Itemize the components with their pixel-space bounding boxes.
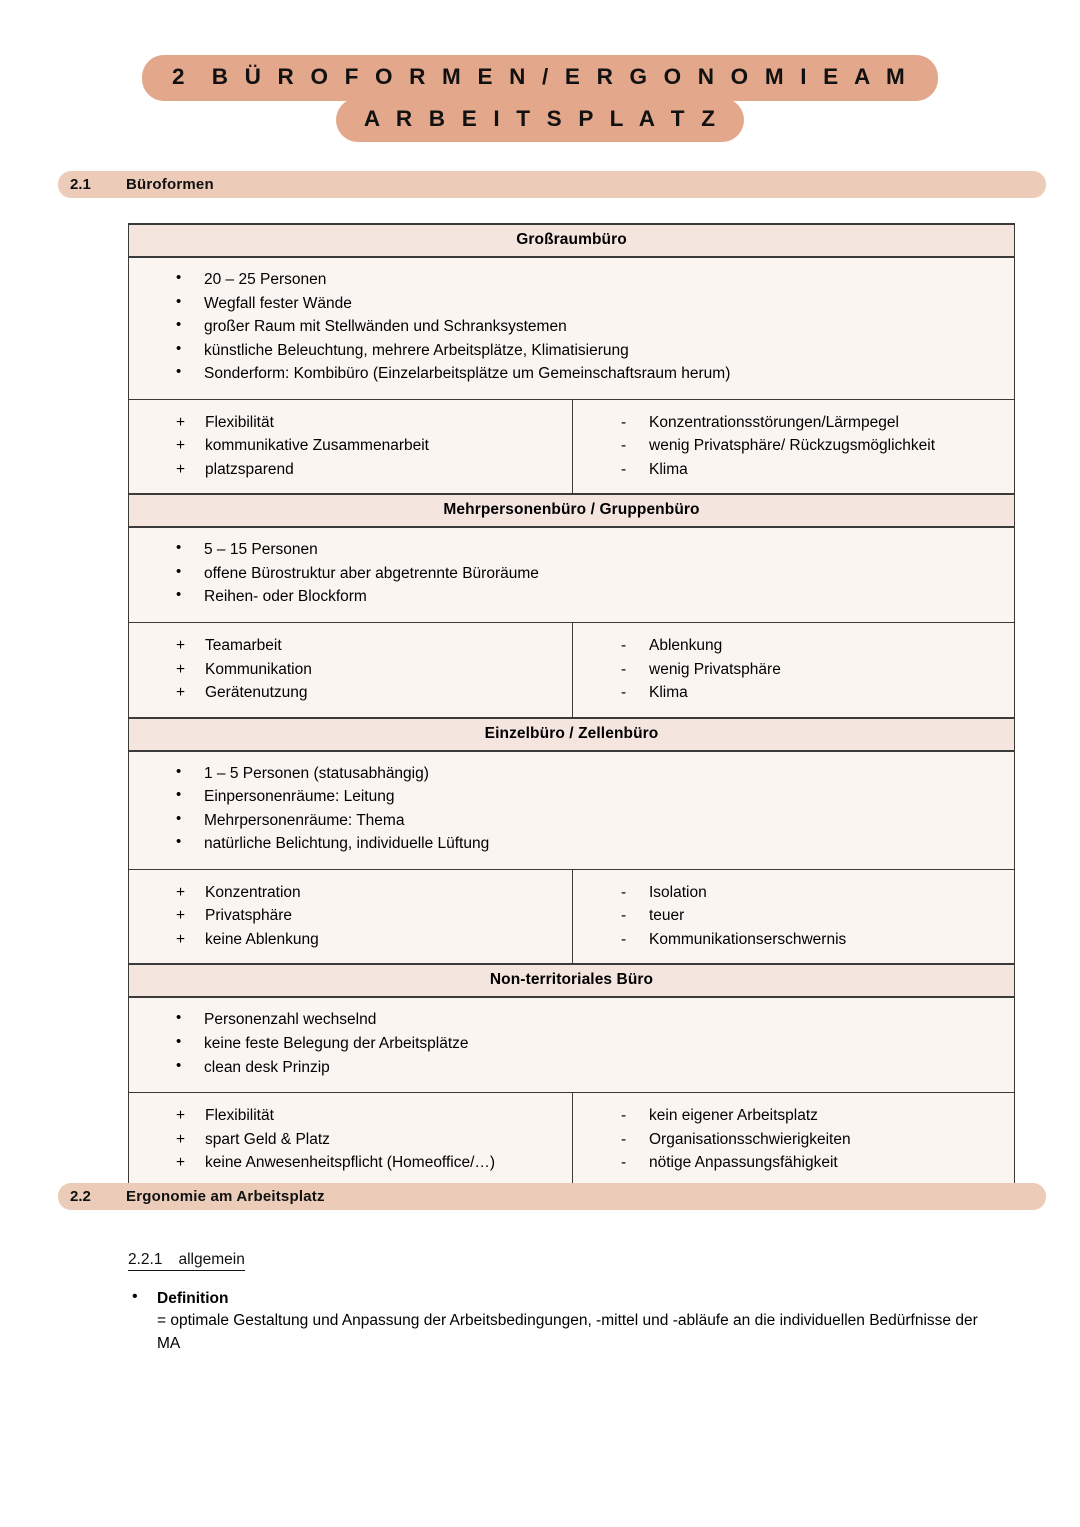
advantage-item [129, 434, 572, 458]
disadvantage-item [573, 1128, 1014, 1152]
office-type-heading: Großraumbüro [129, 224, 1015, 257]
advantage-label: keine Anwesenheitspflicht (Homeoffice/…) [205, 1154, 496, 1172]
office-type-heading-row [129, 224, 1015, 257]
disadvantage-item [573, 681, 1014, 705]
disadvantage-label: Ablenkung [649, 637, 723, 655]
disadvantage-label: wenig Privatsphäre [649, 660, 781, 678]
minus-sign-icon: - [621, 413, 627, 431]
definition-bullet-item [128, 1290, 998, 1356]
title-pill-line-2: A R B E I T S P L A T Z [336, 98, 744, 143]
disadvantages-list [573, 411, 1014, 482]
advantage-item [129, 681, 572, 705]
facts-list [129, 268, 1014, 386]
office-type-facts-row [129, 751, 1015, 870]
minus-sign-icon: - [621, 460, 627, 478]
fact-item: • 5 – 15 Personen [129, 538, 1014, 562]
minus-sign-icon: - [621, 437, 627, 455]
disadvantage-item [573, 411, 1014, 435]
advantage-label: kommunikative Zusammenarbeit [205, 437, 429, 455]
plus-sign-icon: + [176, 1107, 186, 1125]
office-type-heading: Non-territoriales Büro [129, 964, 1015, 997]
title-line-1-wrap [0, 55, 1080, 101]
fact-item: • keine feste Belegung der Arbeitsplätze [129, 1032, 1014, 1056]
plus-sign-icon: + [176, 684, 186, 702]
section-2-2-number: 2.2 [70, 1188, 91, 1205]
disadvantage-item [573, 634, 1014, 658]
advantage-item [129, 881, 572, 905]
subsection-heading-2-2-1 [128, 1251, 245, 1271]
document-title [0, 0, 1080, 142]
plus-sign-icon: + [176, 460, 186, 478]
title-pill-line-1 [142, 55, 938, 101]
disadvantage-item [573, 904, 1014, 928]
advantage-label: Flexibilität [205, 1107, 274, 1125]
title-chapter-number: 2 [172, 64, 190, 89]
plus-sign-icon: + [176, 883, 186, 901]
fact-item: • Mehrpersonenräume: Thema [129, 809, 1014, 833]
fact-item: • Personenzahl wechselnd [129, 1008, 1014, 1032]
fact-item: • künstliche Beleuchtung, mehrere Arbeitsplätze, Klimatisierung [129, 339, 1014, 363]
advantage-item [129, 928, 572, 952]
title-chapter-text: B Ü R O F O R M E N / E R G O N O M I E A M [211, 64, 910, 89]
section-2-2-label: Ergonomie am Arbeitsplatz [126, 1188, 325, 1205]
section-heading-2-2 [58, 1183, 1046, 1210]
disadvantage-label: Klima [649, 684, 688, 702]
office-type-proscons-row [129, 869, 1015, 964]
plus-sign-icon: + [176, 1130, 186, 1148]
subsection-2-2-1-label: allgemein [178, 1251, 245, 1268]
disadvantage-label: Kommunikationserschwernis [649, 930, 847, 948]
disadvantages-list [573, 634, 1014, 705]
disadvantage-item [573, 1104, 1014, 1128]
facts-list [129, 538, 1014, 609]
disadvantage-label: Isolation [649, 883, 707, 901]
office-type-facts-row [129, 997, 1015, 1092]
title-line-2-wrap [0, 101, 1080, 143]
advantage-item [129, 1104, 572, 1128]
disadvantages-list [573, 881, 1014, 952]
fact-item: • offene Bürostruktur aber abgetrennte Büroräume [129, 562, 1014, 586]
fact-item: • 20 – 25 Personen [129, 268, 1014, 292]
plus-sign-icon: + [176, 437, 186, 455]
advantage-label: Konzentration [205, 883, 301, 901]
office-type-proscons-row [129, 399, 1015, 494]
disadvantage-item [573, 658, 1014, 682]
disadvantage-item [573, 458, 1014, 482]
fact-item: • clean desk Prinzip [129, 1056, 1014, 1080]
disadvantages-list [573, 1104, 1014, 1175]
office-type-proscons-row [129, 623, 1015, 718]
advantage-label: platzsparend [205, 460, 294, 478]
advantages-cell [129, 623, 573, 718]
minus-sign-icon: - [621, 930, 627, 948]
advantage-item [129, 1151, 572, 1175]
advantage-label: Privatsphäre [205, 907, 293, 925]
advantages-list [129, 881, 572, 952]
disadvantages-cell [573, 1093, 1015, 1188]
advantages-list [129, 634, 572, 705]
subsection-2-2-1-number: 2.2.1 [128, 1251, 163, 1268]
office-type-facts-cell [129, 751, 1015, 870]
minus-sign-icon: - [621, 660, 627, 678]
fact-item: • Wegfall fester Wände [129, 292, 1014, 316]
fact-item: • 1 – 5 Personen (statusabhängig) [129, 762, 1014, 786]
disadvantage-item [573, 1151, 1014, 1175]
disadvantage-label: teuer [649, 907, 685, 925]
office-type-facts-cell [129, 527, 1015, 622]
office-type-facts-row [129, 527, 1015, 622]
section-2-1-label: Büroformen [126, 176, 214, 193]
advantage-label: Flexibilität [205, 413, 274, 431]
minus-sign-icon: - [621, 883, 627, 901]
section-2-1-number: 2.1 [70, 176, 91, 193]
disadvantage-label: nötige Anpassungsfähigkeit [649, 1154, 838, 1172]
advantage-label: spart Geld & Platz [205, 1130, 330, 1148]
advantages-cell [129, 1093, 573, 1188]
fact-item: • großer Raum mit Stellwänden und Schranksystemen [129, 315, 1014, 339]
plus-sign-icon: + [176, 660, 186, 678]
disadvantages-cell [573, 399, 1015, 494]
office-type-heading: Einzelbüro / Zellenbüro [129, 718, 1015, 751]
fact-item: • Einpersonenräume: Leitung [129, 785, 1014, 809]
disadvantage-label: kein eigener Arbeitsplatz [649, 1107, 818, 1125]
definition-title: • Definition [157, 1290, 229, 1307]
advantage-label: Kommunikation [205, 660, 312, 678]
disadvantages-cell [573, 869, 1015, 964]
office-type-facts-cell [129, 997, 1015, 1092]
definition-text: = optimale Gestaltung und Anpassung der Arbeitsbedingungen, -mittel und -abläufe an die individuellen Bedürfnisse der MA [157, 1312, 978, 1352]
facts-list [129, 762, 1014, 856]
advantage-item [129, 634, 572, 658]
advantage-item [129, 458, 572, 482]
office-type-proscons-row [129, 1093, 1015, 1188]
office-type-facts-row [129, 257, 1015, 399]
advantages-list [129, 1104, 572, 1175]
advantage-label: Gerätenutzung [205, 684, 308, 702]
minus-sign-icon: - [621, 684, 627, 702]
plus-sign-icon: + [176, 907, 186, 925]
disadvantage-label: Klima [649, 460, 688, 478]
disadvantage-label: wenig Privatsphäre/ Rückzugsmöglichkeit [649, 437, 936, 455]
advantage-item [129, 904, 572, 928]
minus-sign-icon: - [621, 1130, 627, 1148]
fact-item: • natürliche Belichtung, individuelle Lüftung [129, 832, 1014, 856]
definition-block [128, 1290, 998, 1356]
disadvantage-item [573, 928, 1014, 952]
minus-sign-icon: - [621, 637, 627, 655]
facts-list [129, 1008, 1014, 1079]
disadvantage-label: Organisationsschwierigkeiten [649, 1130, 851, 1148]
disadvantage-label: Konzentrationsstörungen/Lärmpegel [649, 413, 899, 431]
advantage-item [129, 1128, 572, 1152]
plus-sign-icon: + [176, 1154, 186, 1172]
minus-sign-icon: - [621, 1107, 627, 1125]
advantages-list [129, 411, 572, 482]
plus-sign-icon: + [176, 930, 186, 948]
fact-item: • Reihen- oder Blockform [129, 585, 1014, 609]
office-type-facts-cell [129, 257, 1015, 399]
advantage-item [129, 658, 572, 682]
disadvantage-item [573, 434, 1014, 458]
disadvantages-cell [573, 623, 1015, 718]
minus-sign-icon: - [621, 907, 627, 925]
plus-sign-icon: + [176, 413, 186, 431]
disadvantage-item [573, 881, 1014, 905]
advantage-label: Teamarbeit [205, 637, 282, 655]
fact-item: • Sonderform: Kombibüro (Einzelarbeitsplätze um Gemeinschaftsraum herum) [129, 362, 1014, 386]
office-type-heading-row [129, 964, 1015, 997]
advantage-item [129, 411, 572, 435]
plus-sign-icon: + [176, 637, 186, 655]
office-forms-table [128, 223, 1015, 1188]
minus-sign-icon: - [621, 1154, 627, 1172]
office-type-heading-row [129, 494, 1015, 527]
advantages-cell [129, 399, 573, 494]
advantage-label: keine Ablenkung [205, 930, 319, 948]
section-heading-2-1 [58, 171, 1046, 198]
office-type-heading-row [129, 718, 1015, 751]
advantages-cell [129, 869, 573, 964]
office-type-heading: Mehrpersonenbüro / Gruppenbüro [129, 494, 1015, 527]
